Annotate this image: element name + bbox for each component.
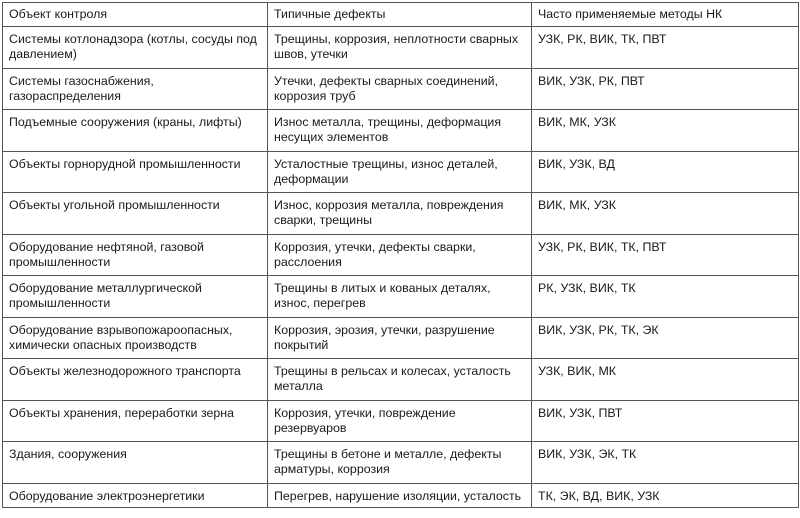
header-methods: Часто применяемые методы НК bbox=[532, 3, 799, 27]
table-row bbox=[3, 193, 799, 235]
cell-defects: Трещины в литых и кованых деталях, износ, перегрев bbox=[268, 276, 532, 318]
cell-object: Системы котлонадзора (котлы, сосуды под давлением) bbox=[3, 27, 268, 69]
table-row bbox=[3, 110, 799, 152]
cell-defects: Износ, коррозия металла, повреждения сварки, трещины bbox=[268, 193, 532, 235]
cell-defects: Трещины в бетоне и металле, дефекты арматуры, коррозия bbox=[268, 442, 532, 484]
cell-object: Здания, сооружения bbox=[3, 442, 268, 484]
ndt-methods-table bbox=[2, 2, 799, 508]
table-body bbox=[3, 27, 799, 508]
cell-methods: ВИК, УЗК, РК, ТК, ЭК bbox=[532, 317, 799, 359]
table-row bbox=[3, 151, 799, 193]
cell-object: Объекты горнорудной промышленности bbox=[3, 151, 268, 193]
header-object: Объект контроля bbox=[3, 3, 268, 27]
cell-methods: ВИК, УЗК, ЭК, ТК bbox=[532, 442, 799, 484]
header-defects: Типичные дефекты bbox=[268, 3, 532, 27]
cell-methods: ВИК, УЗК, ВД bbox=[532, 151, 799, 193]
cell-object: Объекты угольной промышленности bbox=[3, 193, 268, 235]
table-row bbox=[3, 483, 799, 507]
cell-object: Оборудование нефтяной, газовой промышленности bbox=[3, 234, 268, 276]
cell-object: Объекты хранения, переработки зерна bbox=[3, 400, 268, 442]
cell-defects: Коррозия, утечки, повреждение резервуаров bbox=[268, 400, 532, 442]
cell-object: Объекты железнодорожного транспорта bbox=[3, 359, 268, 401]
header-row bbox=[3, 3, 799, 27]
cell-defects: Усталостные трещины, износ деталей, деформации bbox=[268, 151, 532, 193]
cell-methods: ВИК, МК, УЗК bbox=[532, 193, 799, 235]
cell-object: Оборудование металлургической промышленности bbox=[3, 276, 268, 318]
table-row bbox=[3, 359, 799, 401]
cell-methods: УЗК, РК, ВИК, ТК, ПВТ bbox=[532, 234, 799, 276]
cell-defects: Коррозия, эрозия, утечки, разрушение покрытий bbox=[268, 317, 532, 359]
table-row bbox=[3, 276, 799, 318]
cell-methods: РК, УЗК, ВИК, ТК bbox=[532, 276, 799, 318]
cell-methods: ТК, ЭК, ВД, ВИК, УЗК bbox=[532, 483, 799, 507]
cell-methods: ВИК, МК, УЗК bbox=[532, 110, 799, 152]
cell-methods: УЗК, РК, ВИК, ТК, ПВТ bbox=[532, 27, 799, 69]
cell-methods: УЗК, ВИК, МК bbox=[532, 359, 799, 401]
cell-methods: ВИК, УЗК, РК, ПВТ bbox=[532, 68, 799, 110]
cell-defects: Трещины в рельсах и колесах, усталость металла bbox=[268, 359, 532, 401]
cell-defects: Коррозия, утечки, дефекты сварки, расслоения bbox=[268, 234, 532, 276]
cell-object: Подъемные сооружения (краны, лифты) bbox=[3, 110, 268, 152]
table-row bbox=[3, 68, 799, 110]
cell-defects: Износ металла, трещины, деформация несущих элементов bbox=[268, 110, 532, 152]
table-header bbox=[3, 3, 799, 27]
table-row bbox=[3, 442, 799, 484]
table-row bbox=[3, 27, 799, 69]
cell-methods: ВИК, УЗК, ПВТ bbox=[532, 400, 799, 442]
cell-defects: Утечки, дефекты сварных соединений, коррозия труб bbox=[268, 68, 532, 110]
cell-defects: Перегрев, нарушение изоляции, усталость bbox=[268, 483, 532, 507]
table-row bbox=[3, 234, 799, 276]
table-row bbox=[3, 400, 799, 442]
cell-object: Системы газоснабжения, газораспределения bbox=[3, 68, 268, 110]
table-row bbox=[3, 317, 799, 359]
cell-defects: Трещины, коррозия, неплотности сварных швов, утечки bbox=[268, 27, 532, 69]
cell-object: Оборудование электроэнергетики bbox=[3, 483, 268, 507]
cell-object: Оборудование взрывопожароопасных, химически опасных производств bbox=[3, 317, 268, 359]
